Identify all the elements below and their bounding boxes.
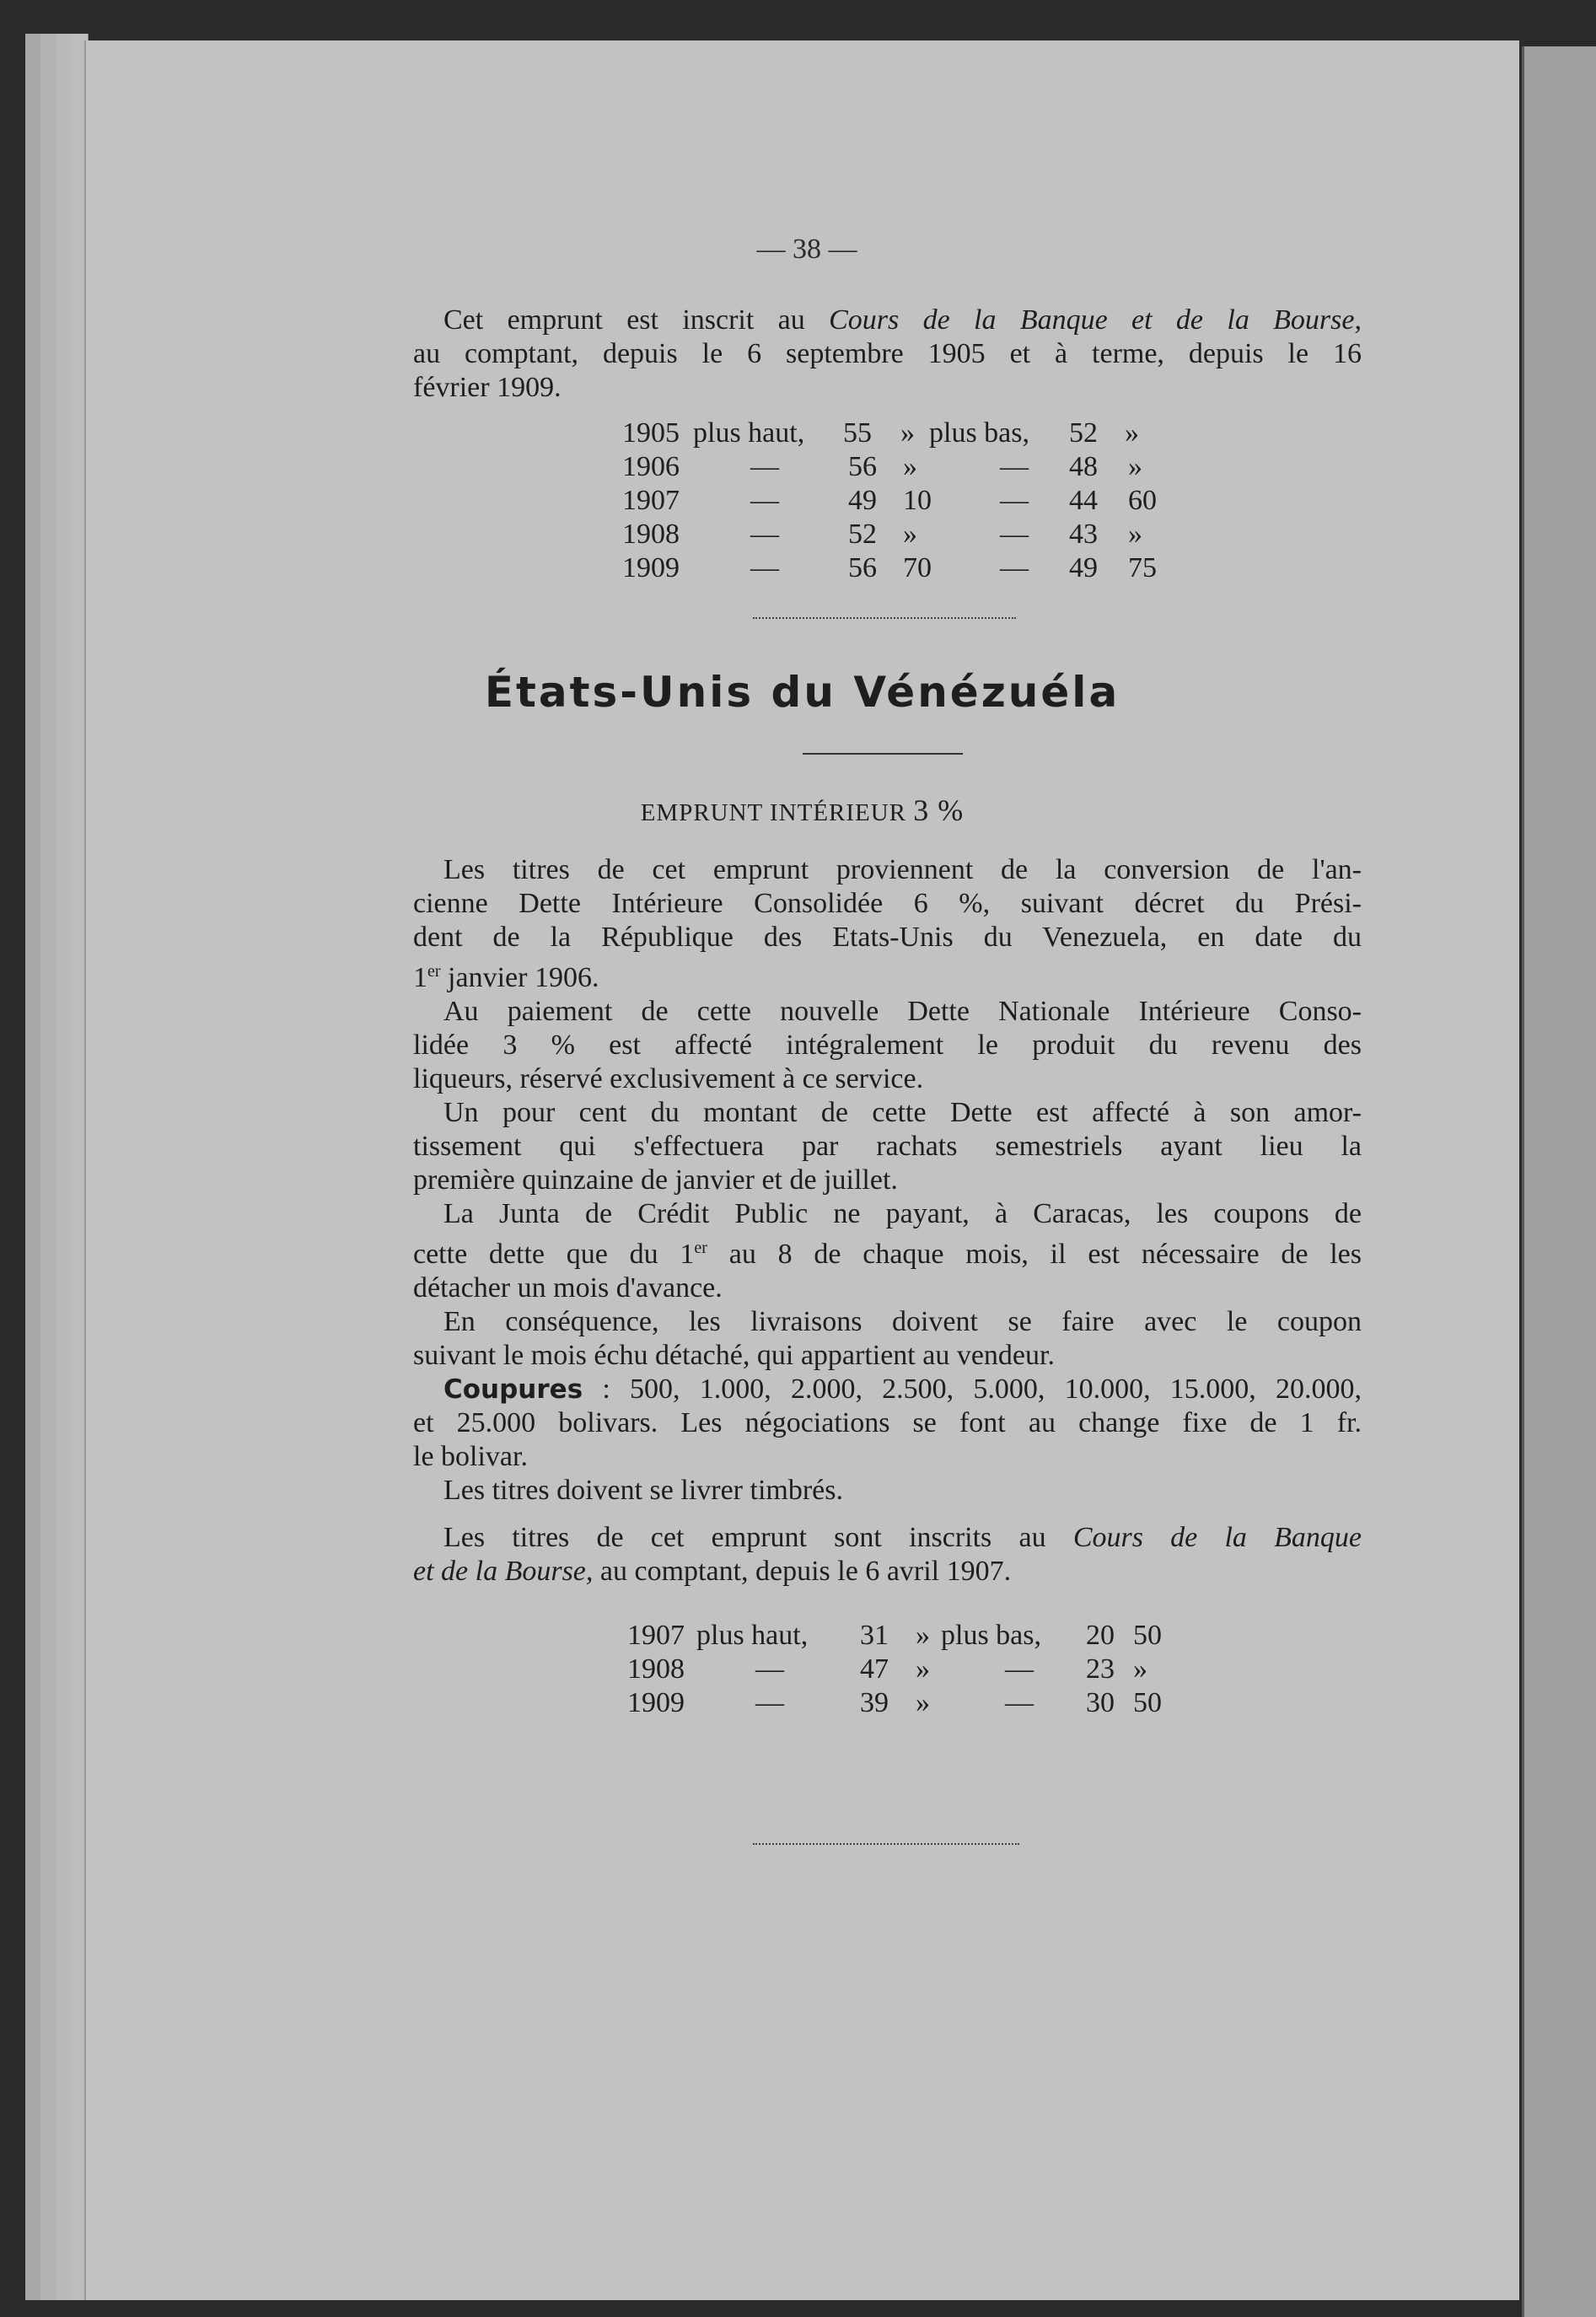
cell-high-frac: 70	[903, 552, 932, 583]
cell-low-int: 48	[1069, 451, 1098, 482]
cell-low-int: 23	[1086, 1653, 1115, 1685]
cell-low-frac: 60	[1128, 485, 1157, 516]
text-line: le bolivar.	[413, 1441, 528, 1472]
text-line	[413, 1231, 1362, 1271]
wavy-divider	[753, 617, 1016, 624]
cell-year: 1907	[622, 485, 680, 516]
cell-low-frac: »	[1128, 519, 1142, 550]
italic-span: Cours de la Banque et de la Bourse,	[829, 304, 1362, 336]
cell-high-label: —	[750, 519, 779, 550]
body-text	[413, 853, 1362, 1508]
cell-high-label: —	[755, 1653, 784, 1685]
cell-high-label: —	[750, 552, 779, 583]
cell-high-frac: »	[903, 519, 917, 550]
cell-low-frac: »	[1125, 417, 1139, 449]
text-span: au comptant, depuis le 6 avril 1907.	[593, 1556, 1012, 1587]
cell-year: 1909	[627, 1687, 685, 1718]
cell-high-frac: »	[916, 1620, 930, 1651]
cell-low-frac: »	[1128, 451, 1142, 482]
superscript: er	[427, 962, 441, 981]
cell-low-int: 20	[1086, 1620, 1115, 1651]
text-span: Cet emprunt est inscrit au	[443, 304, 830, 336]
text-line: liqueurs, réservé exclusivement à ce service.	[413, 1063, 924, 1094]
cell-low-label: plus bas,	[941, 1620, 1041, 1651]
cell-year: 1909	[622, 552, 680, 583]
cell-low-frac: 75	[1128, 552, 1157, 583]
text-span: cette dette que du 1	[413, 1239, 695, 1270]
text-span: au 8 de chaque mois, il est nécessaire de les	[707, 1239, 1362, 1270]
wavy-divider	[753, 1843, 1019, 1850]
cell-low-label: —	[1000, 485, 1029, 516]
cell-low-label: —	[1000, 451, 1029, 482]
cell-high-label: —	[750, 485, 779, 516]
adjacent-page	[1522, 46, 1596, 2317]
text-line: En conséquence, les livraisons doivent se faire avec le coupon	[443, 1306, 1362, 1337]
text-span: Les titres de cet emprunt sont inscrits au	[443, 1522, 1073, 1553]
cell-high-frac: »	[916, 1687, 930, 1718]
text-line: et 25.000 bolivars. Les négociations se font au change fixe de 1 fr.	[413, 1407, 1362, 1438]
text-line	[413, 1521, 1362, 1555]
cell-low-label: —	[1000, 552, 1029, 583]
cell-low-label: —	[1000, 519, 1029, 550]
cell-high-int: 31	[860, 1620, 889, 1651]
text-line	[413, 304, 1362, 337]
text-line: lidée 3 % est affecté intégralement le produit du revenu des	[413, 1029, 1362, 1061]
text-line	[413, 954, 1362, 995]
cell-high-int: 55	[843, 417, 872, 449]
text-line: Au paiement de cette nouvelle Dette Nationale Intérieure Conso-	[443, 996, 1362, 1027]
cell-high-int: 39	[860, 1687, 889, 1718]
cell-year: 1908	[622, 519, 680, 550]
text-span: 1	[413, 962, 427, 993]
text-line: au comptant, depuis le 6 septembre 1905 et à terme, depuis le 16	[413, 338, 1362, 369]
text-line: dent de la République des Etats-Unis du Venezuela, en date du	[413, 922, 1362, 953]
cell-high-int: 56	[848, 552, 877, 583]
cell-low-int: 43	[1069, 519, 1098, 550]
cell-high-label: —	[755, 1687, 784, 1718]
text-line: suivant le mois échu détaché, qui appartient au vendeur.	[413, 1340, 1055, 1371]
cell-high-frac: »	[903, 451, 917, 482]
cell-high-int: 49	[848, 485, 877, 516]
text-line: Les titres de cet emprunt proviennent de la conversion de l'an-	[443, 854, 1362, 885]
text-line: première quinzaine de janvier et de juillet.	[413, 1164, 898, 1196]
superscript: er	[694, 1239, 707, 1257]
cell-high-label: plus haut,	[693, 417, 805, 449]
text-line: détacher un mois d'avance.	[413, 1272, 723, 1304]
cell-high-label: plus haut,	[696, 1620, 809, 1651]
cell-low-frac: 50	[1133, 1687, 1162, 1718]
text-line	[413, 1373, 1362, 1406]
cell-low-int: 49	[1069, 552, 1098, 583]
text-line: cienne Dette Intérieure Consolidée 6 %, suivant décret du Prési-	[413, 888, 1362, 919]
text-line: La Junta de Crédit Public ne payant, à Caracas, les coupons de	[443, 1198, 1362, 1229]
intro-paragraph	[413, 304, 1362, 405]
text-span: janvier 1906.	[440, 962, 599, 993]
cell-year: 1905	[622, 417, 680, 449]
page-number: — 38 —	[756, 234, 857, 265]
text-line	[413, 1555, 1362, 1589]
heading-rule	[803, 753, 963, 755]
cell-low-frac: »	[1133, 1653, 1147, 1685]
cell-year: 1907	[627, 1620, 685, 1651]
cell-high-label: —	[750, 451, 779, 482]
italic-span: Cours de la Banque	[1072, 1522, 1362, 1553]
text-line: février 1909.	[413, 372, 562, 403]
section-heading: États-Unis du Vénézuéla	[484, 668, 1120, 717]
subheading-rate: 3 %	[913, 793, 965, 827]
loan-subheading	[4, 793, 1596, 828]
cell-low-frac: 50	[1133, 1620, 1162, 1651]
text-line: Un pour cent du montant de cette Dette est affecté à son amor-	[443, 1097, 1362, 1128]
cell-high-frac: 10	[903, 485, 932, 516]
cell-low-int: 44	[1069, 485, 1098, 516]
text-line: Les titres doivent se livrer timbrés.	[443, 1475, 843, 1506]
cell-low-label: —	[1005, 1687, 1034, 1718]
bold-label: Coupures	[443, 1374, 583, 1405]
cell-year: 1908	[627, 1653, 685, 1685]
italic-span: et de la Bourse,	[413, 1556, 594, 1587]
cell-high-int: 52	[848, 519, 877, 550]
text-span: : 500, 1.000, 2.000, 2.500, 5.000, 10.000, 15.000, 20.000,	[583, 1374, 1362, 1405]
cell-low-label: —	[1005, 1653, 1034, 1685]
listing-paragraph	[413, 1521, 1362, 1589]
cell-low-int: 52	[1069, 417, 1098, 449]
cell-high-int: 56	[848, 451, 877, 482]
subheading-text: EMPRUNT INTÉRIEUR	[640, 799, 907, 826]
cell-low-label: plus bas,	[929, 417, 1029, 449]
text-line: tissement qui s'effectuera par rachats semestriels ayant lieu la	[413, 1131, 1362, 1162]
cell-high-frac: »	[900, 417, 915, 449]
cell-year: 1906	[622, 451, 680, 482]
cell-high-int: 47	[860, 1653, 889, 1685]
cell-low-int: 30	[1086, 1687, 1115, 1718]
cell-high-frac: »	[916, 1653, 930, 1685]
